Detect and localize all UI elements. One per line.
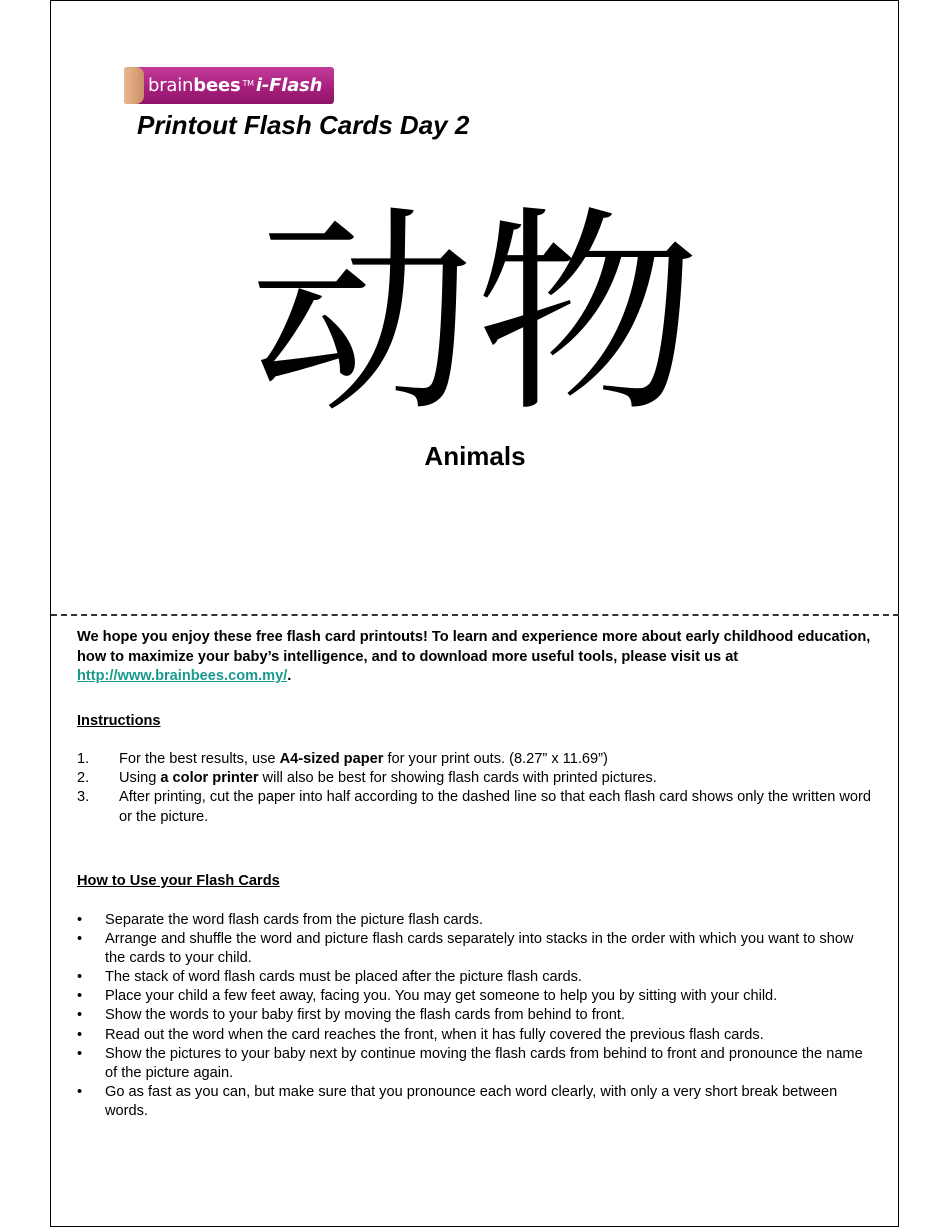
intro-end: . [287, 668, 292, 684]
list-item [77, 968, 877, 987]
bullet-icon: • [77, 969, 83, 986]
list-text: Place your child a few feet away, facing you. You may get someone to help you by sitting with your child. [105, 988, 778, 1005]
list-item [77, 769, 877, 788]
instructions-list [77, 750, 877, 827]
list-item [77, 750, 877, 769]
how-to-list [77, 911, 877, 1121]
list-text: Read out the word when the card reaches the front, when it has fully covered the previous flash cards. [105, 1026, 764, 1043]
bullet-icon: • [77, 1083, 83, 1100]
intro-paragraph [77, 628, 877, 687]
instructions-heading: Instructions [77, 713, 161, 729]
brainbees-link[interactable]: http://www.brainbees.com.my/ [77, 668, 288, 684]
hand-icon [124, 67, 144, 104]
list-item [77, 1026, 877, 1045]
list-item [77, 911, 877, 930]
list-text: Arrange and shuffle the word and picture flash cards separately into stacks in the order with which you want to show the cards to your child. [105, 931, 854, 967]
bullet-icon: • [77, 931, 83, 948]
list-item [77, 1045, 877, 1083]
logo-bees-text: bees [193, 75, 241, 96]
list-number: 1. [77, 751, 90, 767]
list-item [77, 1006, 877, 1025]
english-word: Animals [424, 441, 526, 471]
list-number: 2. [77, 770, 90, 787]
bullet-icon: • [77, 1007, 83, 1024]
bullet-icon: • [77, 988, 83, 1005]
list-text: Go as fast as you can, but make sure that you pronounce each word clearly, with only a very short break between words. [105, 1083, 838, 1119]
list-item [77, 1083, 877, 1121]
how-to-heading: How to Use your Flash Cards [77, 873, 280, 889]
logo-brain-text: brain [148, 75, 194, 96]
logo-iflash-text: i-Flash [255, 75, 323, 96]
list-text-bold: A4-sized paper [279, 751, 384, 767]
list-number: 3. [77, 789, 90, 806]
list-text: Using [119, 770, 161, 787]
list-text: will also be best for showing flash cards with printed pictures. [258, 770, 657, 787]
page-title: Printout Flash Cards Day 2 [137, 110, 470, 140]
bullet-icon: • [77, 1045, 83, 1062]
chinese-word-text: 动物 [250, 189, 700, 430]
intro-text: We hope you enjoy these free flash card printouts! To learn and experience more about early childhood education, how to maximize your baby’s intelligence, and to download more useful tools, please visit us at [77, 629, 871, 665]
list-text: The stack of word flash cards must be placed after the picture flash cards. [105, 969, 582, 986]
list-text: Separate the word flash cards from the picture flash cards. [105, 912, 483, 928]
cut-line-divider [51, 614, 899, 616]
list-text: Show the pictures to your baby next by continue moving the flash cards from behind to front and pronounce the name of the picture again. [105, 1045, 863, 1081]
list-text: Show the words to your baby first by moving the flash cards from behind to front. [105, 1007, 625, 1024]
list-item [77, 930, 877, 968]
list-text-bold: a color printer [160, 770, 259, 787]
logo-tm-text: TM [242, 79, 254, 88]
list-text: After printing, cut the paper into half according to the dashed line so that each flash card shows only the written word or the picture. [119, 789, 872, 825]
list-item [77, 987, 877, 1006]
list-item [77, 788, 877, 826]
bullet-icon: • [77, 1026, 83, 1043]
brainbees-logo [124, 67, 334, 104]
chinese-word [240, 180, 710, 430]
list-text: For the best results, use [119, 751, 280, 767]
list-text: for your print outs. (8.27” x 11.69”) [383, 751, 608, 767]
bullet-icon: • [77, 912, 83, 928]
